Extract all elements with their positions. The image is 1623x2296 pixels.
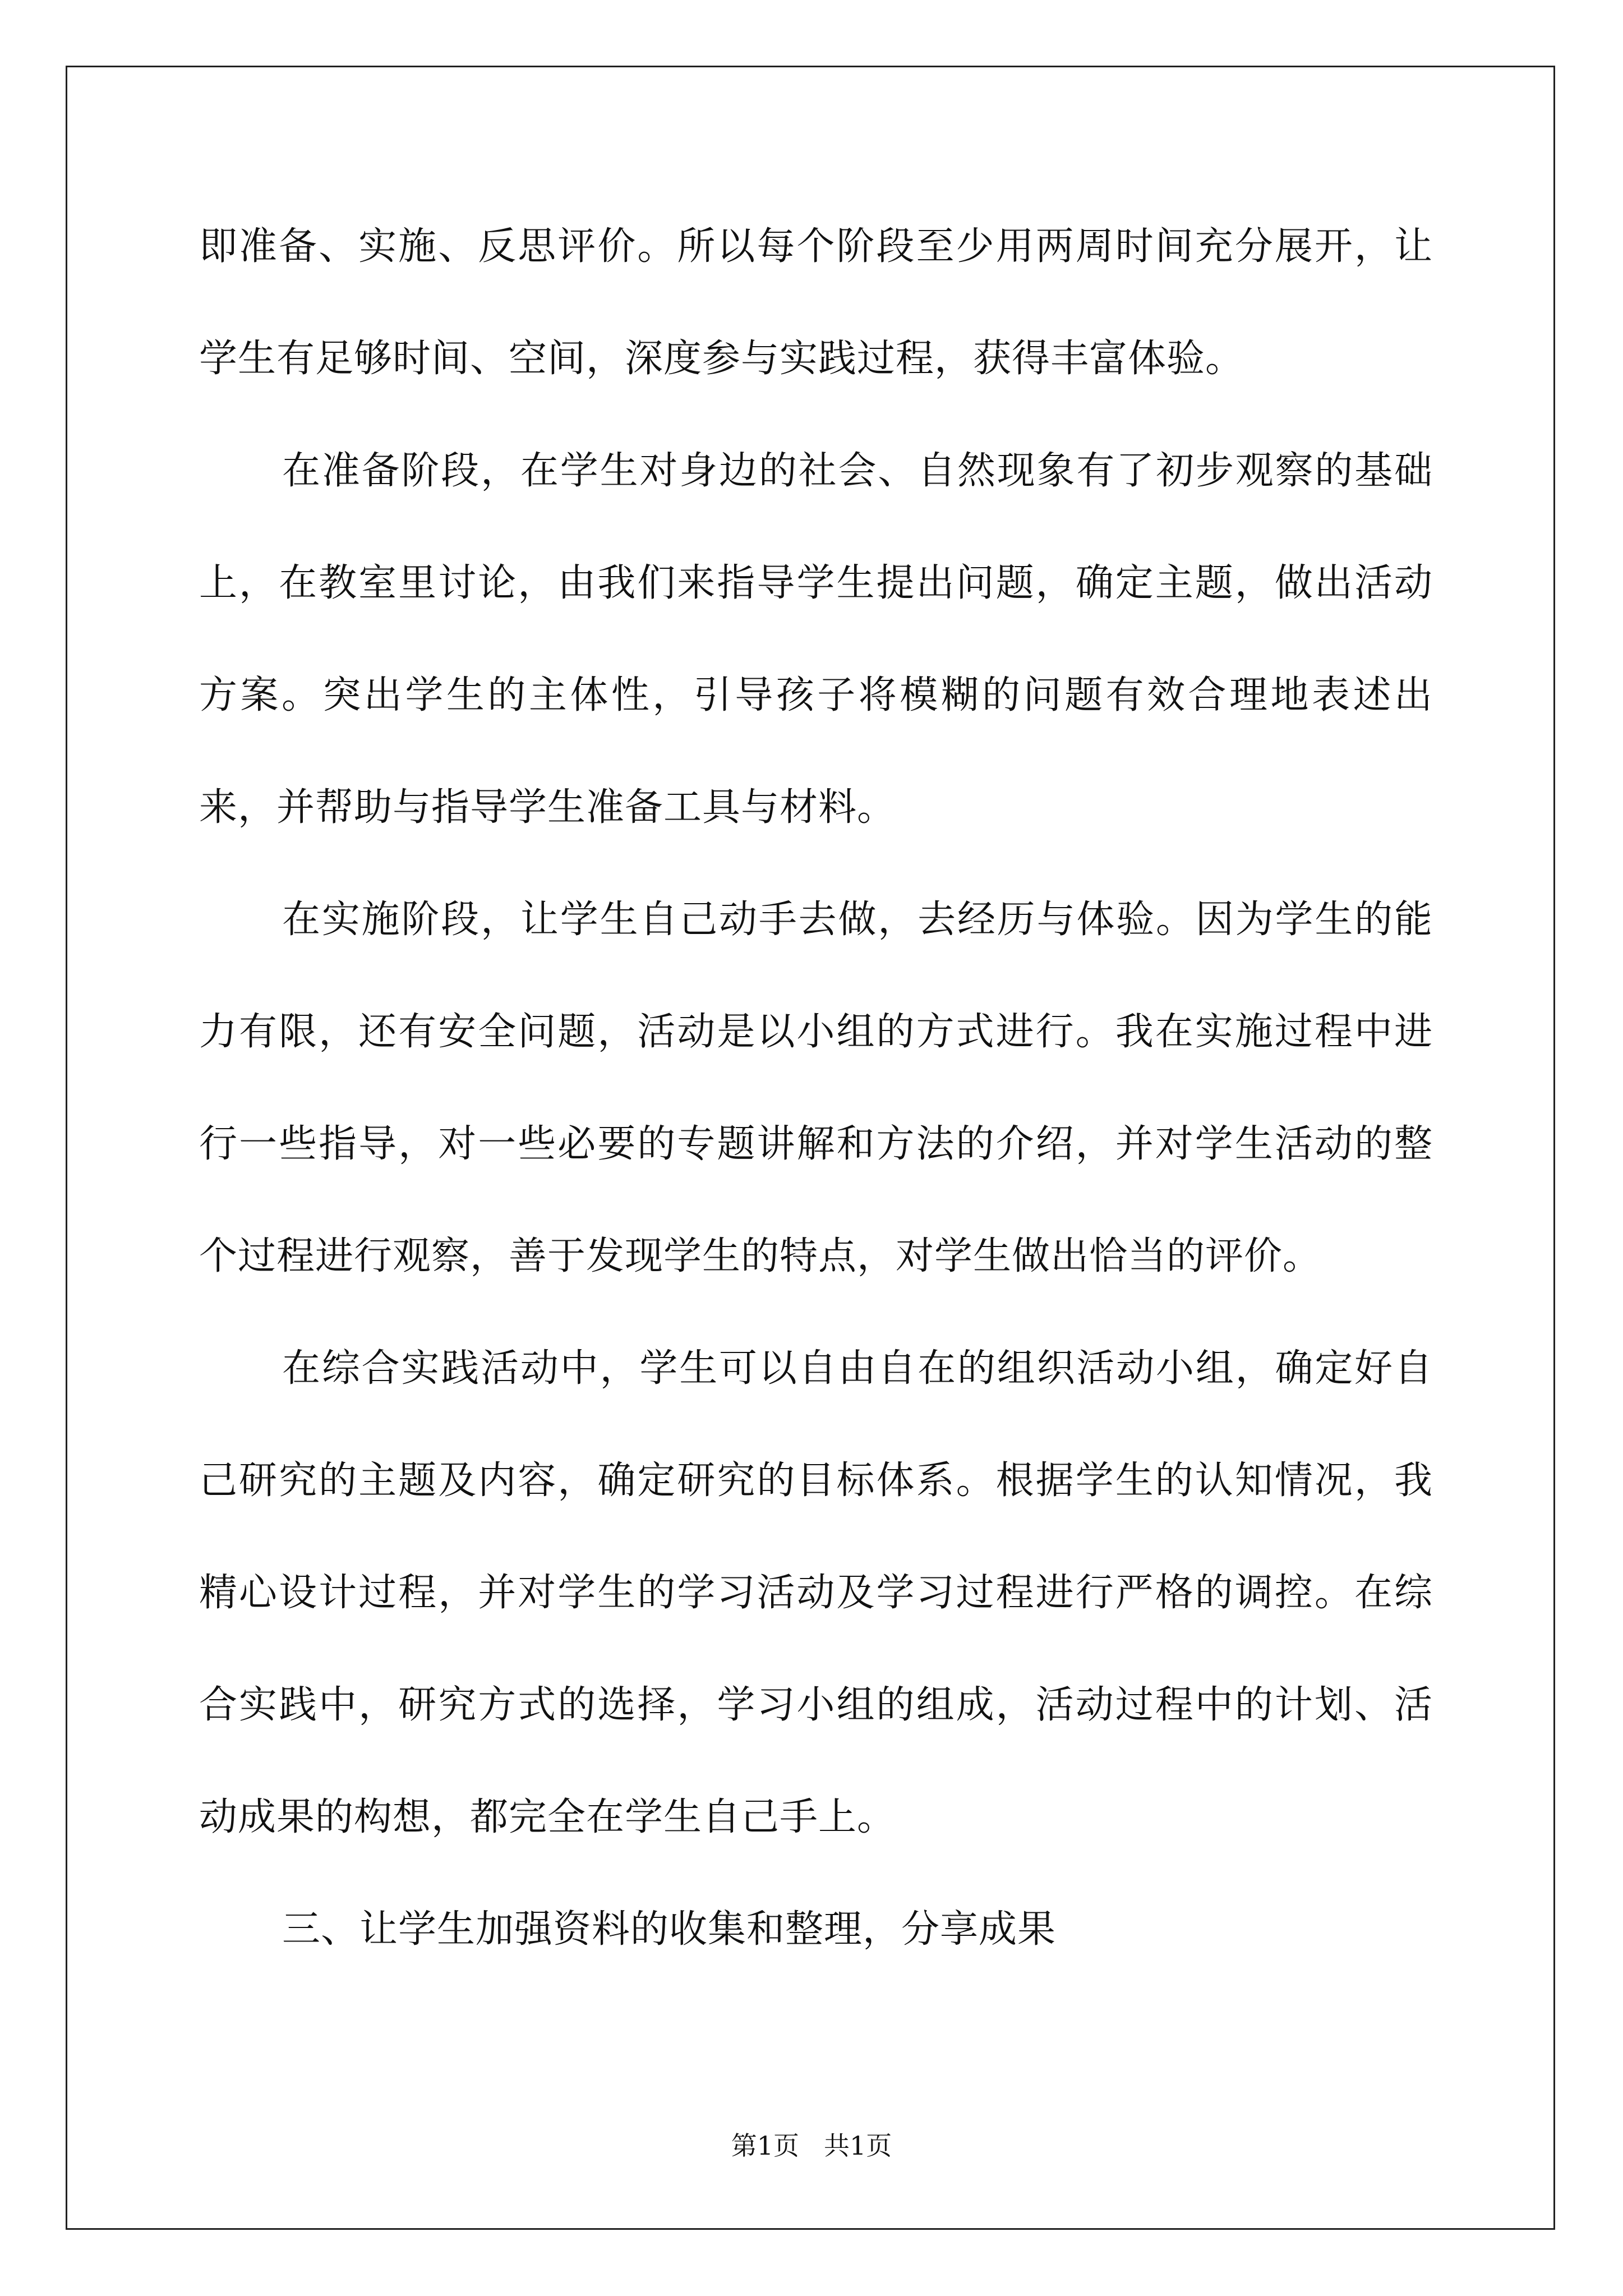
text-line: 能力有限，还有安全问题，活动是以小组的方式进行。我在实施过程 (199, 898, 1433, 1054)
text-line: 动的整个过程进行观察，善于发现学生的特点，对学生做出恰当的评 (199, 1122, 1433, 1278)
text-line: 础上，在教室里讨论，由我们来指导学生提出问题，确定主题，做出 (199, 449, 1433, 605)
page-number: 第1页 (731, 2131, 800, 2161)
section-heading (199, 1874, 1433, 1986)
text-line: 划、活动成果的构想，都完全在学生自己手上。 (199, 1683, 1433, 1839)
text-line: 让学生有足够时间、空间，深度参与实践过程，获得丰富体验。 (199, 224, 1433, 381)
text-line: 在综合实践中，研究方式的选择，学习小组的组成，活动过程中的计 (199, 1571, 1433, 1727)
paragraph-2 (199, 415, 1433, 864)
text-line: 价。 (1244, 1234, 1322, 1278)
text-line: 在实施阶段，让学生自己动手去做，去经历与体验。因为学生的 (282, 898, 1394, 942)
text-line: 我精心设计过程，并对学生的学习活动及学习过程进行严格的调控。 (199, 1458, 1433, 1615)
paragraph-3 (199, 864, 1433, 1313)
text-line: 自己研究的主题及内容，确定研究的目标体系。根据学生的认知情况， (199, 1346, 1433, 1503)
page-total: 共1页 (823, 2131, 892, 2161)
text-line: 述出来，并帮助与指导学生准备工具与材料。 (199, 673, 1433, 830)
document-body (199, 191, 1433, 1986)
text-line: 活动方案。突出学生的主体性，引导孩子将模糊的问题有效合理地表 (199, 561, 1433, 717)
paragraph-1 (199, 191, 1433, 415)
text-line: 在准备阶段，在学生对身边的社会、自然现象有了初步观察的基 (282, 449, 1394, 493)
text-line: 中进行一些指导，对一些必要的专题讲解和方法的介绍，并对学生活 (199, 1010, 1433, 1166)
paragraph-4 (199, 1313, 1433, 1874)
page-footer (0, 2129, 1623, 2162)
text-line: 即准备、实施、反思评价。所以每个阶段至少用两周时间充分展开， (199, 224, 1394, 269)
text-line: 三、让学生加强资料的收集和整理，分享成果 (282, 1907, 1057, 1952)
text-line: 在综合实践活动中，学生可以自由自在的组织活动小组，确定好 (282, 1346, 1394, 1391)
